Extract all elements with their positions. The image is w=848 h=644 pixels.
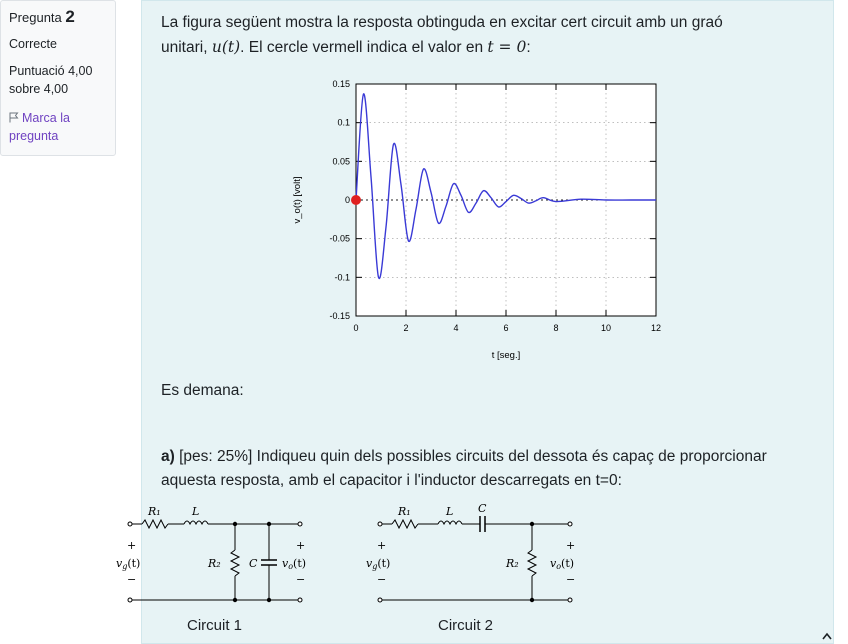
question-text-c: . El cercle vermell indica el valor en bbox=[240, 39, 484, 56]
resistor-r1-symbol bbox=[142, 520, 168, 528]
part-a-prefix: a) bbox=[161, 448, 175, 465]
circuit-2-r1-label: R₁ bbox=[398, 505, 411, 518]
scroll-up-arrow-icon[interactable] bbox=[822, 632, 832, 640]
y-tick-label: 0.1 bbox=[337, 117, 350, 128]
circuit-2-vo-plus: + bbox=[566, 539, 576, 552]
y-tick-label: -0.15 bbox=[329, 311, 350, 321]
circuit-1-c-label: C bbox=[249, 557, 258, 570]
question-text-d: : bbox=[526, 39, 531, 56]
circuit-2-vo-label: vo(t) bbox=[550, 557, 575, 571]
flag-label-line-2: pregunta bbox=[9, 129, 59, 143]
part-a-line-2: aquesta resposta, amb el capacitor i l'inductor descarregats en t=0: bbox=[161, 472, 622, 489]
y-tick-label: 0.05 bbox=[332, 156, 350, 167]
x-tick-label: 12 bbox=[650, 323, 662, 333]
circuit-2-vg-plus: + bbox=[377, 539, 387, 552]
x-tick-label: 10 bbox=[600, 323, 612, 333]
question-text-b: unitari, bbox=[161, 39, 208, 56]
circuit-2-resistor-r1-symbol bbox=[392, 520, 418, 528]
circuit-2-c-label: C bbox=[478, 502, 487, 515]
question-label: Pregunta bbox=[9, 10, 62, 25]
question-number bbox=[9, 8, 107, 27]
circuit-1-r1-label: R₁ bbox=[148, 505, 161, 518]
y-tick-label: -0.05 bbox=[329, 233, 350, 244]
flag-outline-icon bbox=[9, 112, 19, 123]
question-grade bbox=[9, 62, 107, 98]
y-tick-label: 0.15 bbox=[332, 79, 350, 89]
y-tick-label: 0 bbox=[344, 195, 350, 205]
flag-label-line-1: Marca la bbox=[22, 111, 70, 125]
part-a-text bbox=[161, 445, 826, 493]
x-tick-label: 6 bbox=[503, 323, 509, 333]
ask-label: Es demana: bbox=[161, 382, 244, 399]
circuit-2-diagram bbox=[360, 502, 580, 610]
circuit-1-r2-label: R₂ bbox=[208, 557, 221, 570]
grade-line-1: Puntuació 4,00 bbox=[9, 64, 93, 78]
circuit-2-vo-minus: − bbox=[566, 573, 576, 586]
step-response-chart bbox=[282, 77, 672, 373]
question-info-panel bbox=[0, 0, 116, 156]
grade-line-2: sobre 4,00 bbox=[9, 82, 69, 96]
circuit-1-vo-label: vo(t) bbox=[282, 557, 307, 571]
part-a-line-1: [pes: 25%] Indiqueu quin dels possibles circuits del dessota és capaç de proporcionar bbox=[174, 448, 767, 465]
circuit-2-vg-minus: − bbox=[377, 573, 387, 586]
flag-question-link[interactable] bbox=[9, 109, 107, 145]
circuit-2-inductor-l-symbol bbox=[438, 521, 462, 524]
y-axis-label: v_o(t) [volt] bbox=[292, 176, 303, 224]
question-state: Correcte bbox=[9, 37, 57, 51]
x-tick-label: 4 bbox=[453, 323, 459, 333]
circuit-1-diagram bbox=[110, 502, 310, 610]
x-tick-label: 0 bbox=[353, 323, 359, 333]
question-text-a: La figura següent mostra la resposta obtinguda en excitar cert circuit amb un graó bbox=[161, 14, 723, 31]
x-tick-label: 2 bbox=[403, 323, 409, 333]
math-t-equals-zero: t = 0 bbox=[487, 38, 527, 56]
math-u-of-t: u(t) bbox=[211, 38, 241, 56]
circuit-1-vg-minus: − bbox=[127, 573, 137, 586]
circuit-1-vg-plus: + bbox=[127, 539, 137, 552]
circuit-1-vg-label: vg(t) bbox=[116, 557, 141, 571]
circuit-2-r2-label: R₂ bbox=[506, 557, 519, 570]
circuit-1-label: Circuit 1 bbox=[187, 617, 243, 634]
circuit-1-l-label: L bbox=[192, 505, 200, 518]
circuit-1-vo-minus: − bbox=[296, 573, 306, 586]
circuit-2-vg-label: vg(t) bbox=[366, 557, 391, 571]
circuit-1-vo-plus: + bbox=[296, 539, 306, 552]
resistor-r2-symbol bbox=[231, 550, 239, 576]
question-number-value: 2 bbox=[65, 7, 75, 26]
circuit-2-resistor-r2-symbol bbox=[528, 550, 536, 576]
circuit-2-label: Circuit 2 bbox=[438, 617, 494, 634]
x-axis-label: t [seg.] bbox=[491, 350, 521, 361]
circuit-2-l-label: L bbox=[446, 505, 454, 518]
y-tick-label: -0.1 bbox=[334, 272, 350, 283]
question-text bbox=[161, 11, 821, 60]
inductor-l-symbol bbox=[184, 521, 208, 524]
initial-value-marker bbox=[351, 195, 361, 205]
x-tick-label: 8 bbox=[553, 323, 559, 333]
